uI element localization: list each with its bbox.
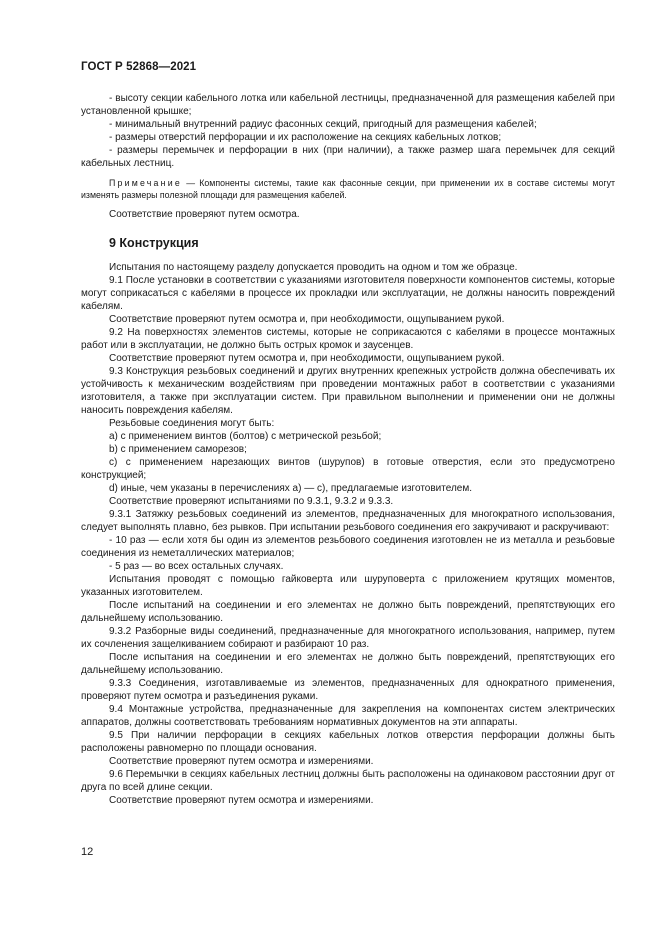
paragraph: Соответствие проверяют испытаниями по 9.3.1, 9.3.2 и 9.3.3.: [109, 496, 394, 507]
page-number: 12: [81, 846, 94, 858]
list-item: - минимальный внутренний радиус фасонных секций, пригодный для размещения кабелей;: [109, 119, 537, 130]
paragraph: После испытания на соединении и его элементах не должно быть повреждений, препятствующих его дальнейшему использованию.: [81, 652, 615, 676]
list-item: - размеры перемычек и перфорации в них (при наличии), а также размер шага перемычек для секций кабельных лестниц.: [81, 145, 615, 169]
paragraph: 9.6 Перемычки в секциях кабельных лестниц должны быть расположены на одинаковом расстоянии друг от друга по всей длине секции.: [81, 769, 615, 793]
list-item: b) с применением саморезов;: [109, 444, 247, 455]
paragraph: 9.3.2 Разборные виды соединений, предназначенные для многократного использования, например, путем их сочленения защелкиванием собирают и разбирают 10 раз.: [81, 626, 615, 650]
paragraph: 9.1 После установки в соответствии с указаниями изготовителя поверхности компонентов системы, которые могут соприкасаться с кабелями в процессе их прокладки или эксплуатации, не должны наносить повреждений кабелям.: [81, 275, 615, 312]
compliance-text: Соответствие проверяют путем осмотра.: [109, 209, 300, 220]
list-item: c) с применением нарезающих винтов (шурупов) в готовые отверстия, если это предусмотрено конструкцией;: [81, 457, 615, 481]
paragraph: Соответствие проверяют путем осмотра и измерениями.: [109, 756, 374, 767]
paragraph: 9.2 На поверхностях элементов системы, которые не соприкасаются с кабелями в процессе монтажных работ или в эксплуатации, не должно быть острых кромок и заусенцев.: [81, 327, 615, 351]
note: [81, 177, 615, 201]
paragraph: Соответствие проверяют путем осмотра и измерениями.: [109, 795, 374, 806]
paragraph: 9.4 Монтажные устройства, предназначенные для закрепления на компонентах систем электрических аппаратов, должны соответствовать требованиям нормативных документов на эти аппараты.: [81, 704, 615, 728]
page-header: ГОСТ Р 52868—2021: [81, 61, 197, 73]
list-item: - высоту секции кабельного лотка или кабельной лестницы, предназначенной для размещения кабелей при установленной крышке;: [81, 93, 615, 117]
section-heading: 9 Конструкция: [109, 236, 199, 250]
list-item: a) с применением винтов (болтов) с метрической резьбой;: [109, 431, 382, 442]
list-item: - 5 раз — во всех остальных случаях.: [109, 561, 284, 572]
paragraph: Испытания проводят с помощью гайковерта или шуруповерта с приложением крутящих моментов, указанных изготовителем.: [81, 574, 615, 598]
paragraph: 9.3 Конструкция резьбовых соединений и других внутренних крепежных устройств должна обеспечивать их устойчивость к механическим воздействиям при проведении монтажных работ в соответствии с указаниями изготовителя, а также при эксплуатации систем. При правильном выполнении и применении они не должны наносить повреждения кабелям.: [81, 366, 615, 416]
list-item: - размеры отверстий перфорации и их расположение на секциях кабельных лотков;: [109, 132, 502, 143]
note-text: — Компоненты системы, такие как фасонные секции, при применении их в составе системы могут изменять размеры полезной площади для размещения кабелей.: [81, 178, 615, 200]
paragraph: После испытаний на соединении и его элементах не должно быть повреждений, препятствующих его дальнейшему использованию.: [81, 600, 615, 624]
list-item: d) иные, чем указаны в перечислениях a) — c), предлагаемые изготовителем.: [109, 483, 472, 494]
note-label: Примечание: [109, 178, 182, 188]
paragraph: Резьбовые соединения могут быть:: [109, 418, 275, 429]
paragraph: Соответствие проверяют путем осмотра и, при необходимости, ощупыванием рукой.: [109, 353, 505, 364]
paragraph: 9.3.3 Соединения, изготавливаемые из элементов, предназначенных для однократного применения, проверяют путем осмотра и разъединения руками.: [81, 678, 615, 702]
paragraph: 9.3.1 Затяжку резьбовых соединений из элементов, предназначенных для многократного использования, следует выполнять плавно, без рывков. При испытании резьбового соединения его закручивают и раскручивают:: [81, 509, 615, 533]
list-item: - 10 раз — если хотя бы один из элементов резьбового соединения изготовлен не из металла и резьбовые соединения из неметаллических материалов;: [81, 535, 615, 559]
page-body: [81, 92, 615, 807]
paragraph: 9.5 При наличии перфорации в секциях кабельных лотков отверстия перфорации должны быть расположены равномерно по площади основания.: [81, 730, 615, 754]
paragraph: Испытания по настоящему разделу допускается проводить на одном и том же образце.: [109, 262, 518, 273]
paragraph: Соответствие проверяют путем осмотра и, при необходимости, ощупыванием рукой.: [109, 314, 505, 325]
